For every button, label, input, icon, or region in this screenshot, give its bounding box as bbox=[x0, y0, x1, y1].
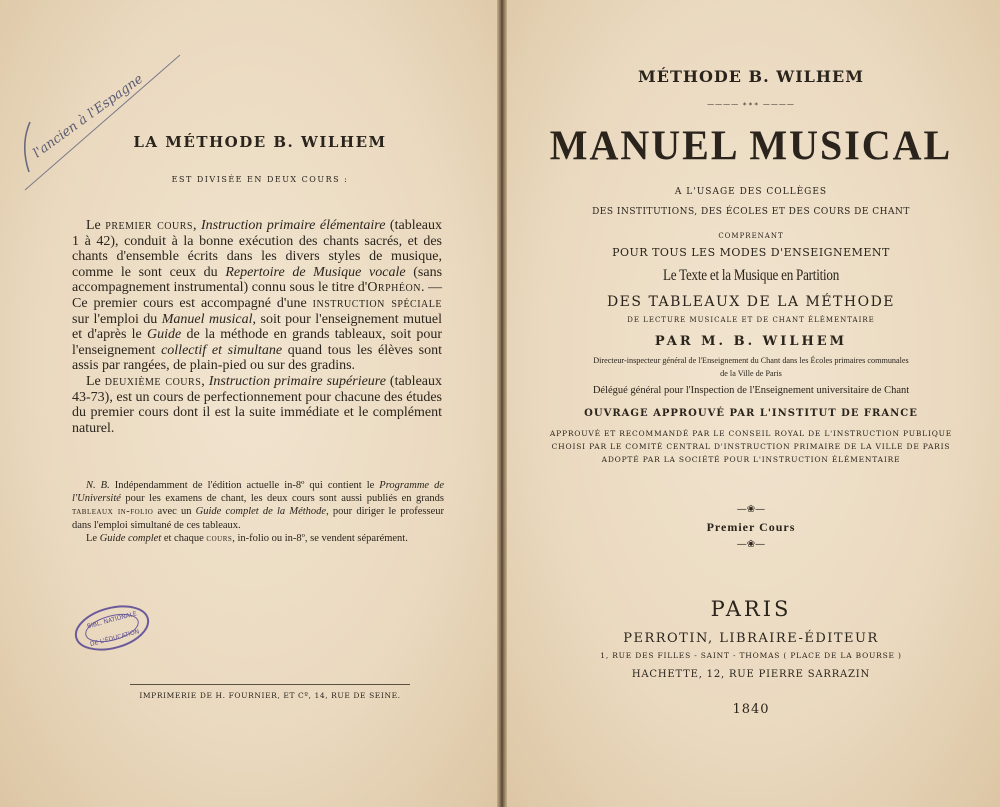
ornament-mid: —❀— bbox=[736, 504, 766, 515]
texte-musique-line: Le Texte et la Musique en Partition bbox=[662, 267, 840, 284]
approval-comite: CHOISI PAR LE COMITÉ CENTRAL D'INSTRUCTION PRIMAIRE DE LA VILLE DE PARIS bbox=[551, 442, 951, 451]
publisher: PERROTIN, LIBRAIRE-ÉDITEUR bbox=[623, 631, 879, 646]
approval-conseil: APPROUVÉ ET RECOMMANDÉ PAR LE CONSEIL ROYAL DE L'INSTRUCTION PUBLIQUE bbox=[549, 429, 953, 438]
paragraph-premier-cours: Le premier cours, Instruction primaire élémentaire (tableaux 1 à 42), conduit à la bonne exécution des chants sacrés, et des chants d'ensemble écrits dans les divers styles de musique, comme le sont ceux du Repertoire de Musique vocale (sans accompagnement instrumental) connu sous le titre d'Orphéon. — Ce premier cours est accompagné d'une instruction spéciale sur l'emploi du Manuel musical, soit pour l'enseignement mutuel et d'après le Guide de la méthode en grands tableaux, soit pour l'enseignement collectif et simultane quand tous les élèves sont assis par rangées, de plain-pied ou sur des gradins. bbox=[72, 218, 443, 374]
note-nb: N. B. Indépendamment de l'édition actuelle in-8º qui contient le Programme de l'Université pour les examens de chant, les deux cours sont aussi publiés en grands tableaux in-folio avec un Guide complet de la Méthode, pour diriger le professeur dans l'emploi simultané de ces tableaux. bbox=[72, 480, 445, 531]
library-stamp bbox=[72, 603, 152, 653]
left-title: LA MÉTHODE B. WILHEM bbox=[133, 133, 387, 151]
author-title-1: Directeur-inspecteur général de l'Enseignement du Chant dans les Écoles primaires communales bbox=[593, 356, 909, 365]
course-label: Premier Cours bbox=[706, 520, 796, 534]
ornament-bottom: —❀— bbox=[736, 539, 766, 550]
note-guide: Le Guide complet et chaque cours, in-folio ou in-8º, se vendent séparément. bbox=[86, 532, 408, 544]
author-title-2: de la Ville de Paris bbox=[720, 369, 782, 378]
publication-year: 1840 bbox=[732, 702, 770, 717]
left-note bbox=[72, 479, 444, 545]
left-body-text bbox=[72, 218, 442, 436]
stamp-top-text: BIBL. NATIONALE bbox=[86, 610, 138, 631]
modes-line: POUR TOUS LES MODES D'ENSEIGNEMENT bbox=[612, 246, 890, 259]
imprint-text: IMPRIMERIE DE H. FOURNIER, ET Cº, 14, RUE DE SEINE. bbox=[139, 691, 401, 700]
stamp-bottom-text: DE L'ÉDUCATION bbox=[89, 628, 141, 649]
comprenant-line: COMPRENANT bbox=[718, 232, 784, 240]
book-gutter bbox=[497, 0, 507, 807]
author-title-3: Délégué général pour l'Inspection de l'Enseignement universitaire de Chant bbox=[592, 385, 910, 396]
institutions-line: DES INSTITUTIONS, DES ÉCOLES ET DES COURS DE CHANT bbox=[592, 207, 910, 217]
approval-institut: OUVRAGE APPROUVÉ PAR L'INSTITUT DE FRANCE bbox=[584, 408, 918, 419]
hachette-line: HACHETTE, 12, RUE PIERRE SARRAZIN bbox=[631, 669, 871, 680]
tableaux-line: DES TABLEAUX DE LA MÉTHODE bbox=[606, 294, 896, 310]
usage-line: A L'USAGE DES COLLÈGES bbox=[674, 187, 828, 197]
imprint-rule bbox=[130, 684, 410, 685]
ornament-rule-top: ———— ∗∗∗ ———— bbox=[707, 100, 795, 108]
paragraph-deuxieme-cours: Le deuxième cours, Instruction primaire supérieure (tableaux 43-73), est un cours de perfectionnement pour chacune des études du premier cours dont il est la suite immédiate et le complément naturel. bbox=[72, 373, 443, 436]
lecture-line: DE LECTURE MUSICALE ET DE CHANT ÉLÉMENTAIRE bbox=[627, 316, 875, 324]
approval-societe: ADOPTÉ PAR LA SOCIÉTÉ POUR L'INSTRUCTION ÉLÉMENTAIRE bbox=[601, 455, 901, 464]
publisher-address: 1, RUE DES FILLES - SAINT - THOMAS ( PLACE DE LA BOURSE ) bbox=[600, 651, 902, 660]
author-line: PAR M. B. WILHEM bbox=[654, 334, 848, 349]
book-title: MANUEL MUSICAL bbox=[549, 121, 953, 170]
method-heading: MÉTHODE B. WILHEM bbox=[638, 67, 864, 86]
city: PARIS bbox=[710, 597, 792, 621]
left-subtitle: EST DIVISÉE EN DEUX COURS : bbox=[171, 175, 349, 184]
annotation-text: l'ancien à l'Espagne bbox=[30, 71, 146, 162]
